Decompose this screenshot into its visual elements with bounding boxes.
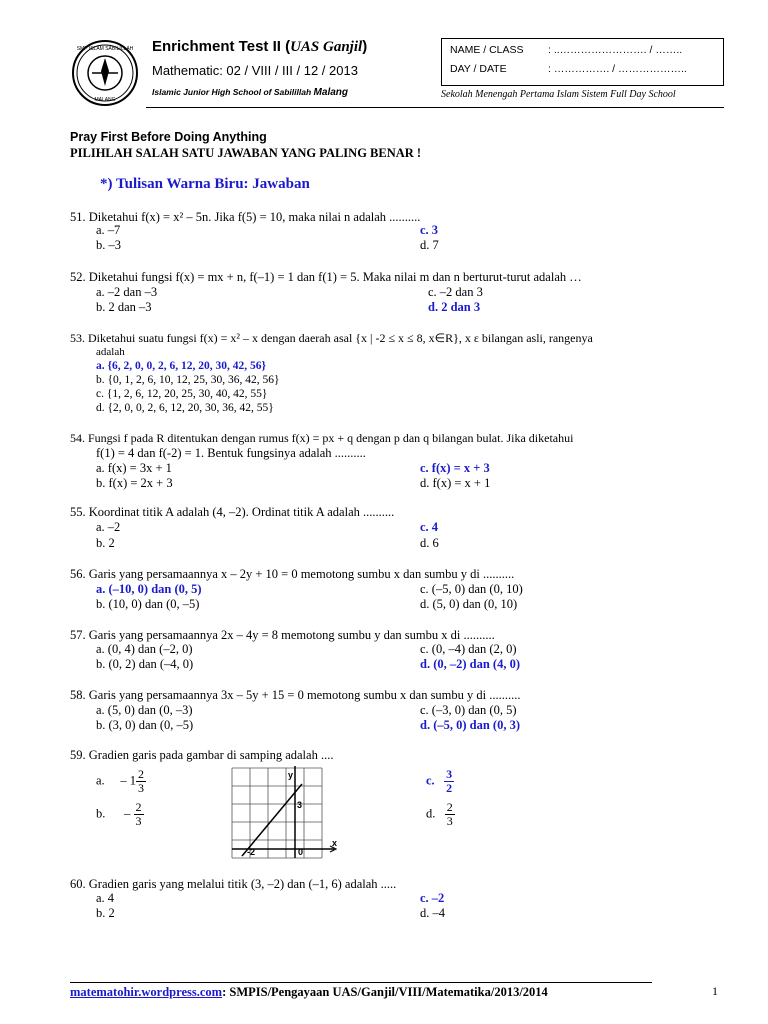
q59-option-d[interactable]: d. $\frac{2}{3}$ bbox=[426, 800, 453, 828]
q52-option-b[interactable]: b. 2 dan –3 bbox=[96, 300, 152, 314]
q58-option-b[interactable]: b. (3, 0) dan (0, –5) bbox=[96, 718, 194, 732]
q54-option-c-answer[interactable]: c. f(x) = x + 3 bbox=[420, 461, 490, 475]
x-axis-label: x bbox=[332, 838, 338, 848]
test-title: Enrichment Test II (UAS Ganjil) bbox=[152, 38, 368, 55]
pray-instruction: Pray First Before Doing Anything bbox=[70, 130, 267, 144]
q52-option-d-answer[interactable]: d. 2 dan 3 bbox=[428, 300, 481, 314]
header-divider bbox=[146, 107, 724, 108]
q58-option-a[interactable]: a. (5, 0) dan (0, –3) bbox=[96, 703, 193, 717]
q57-option-a[interactable]: a. (0, 4) dan (–2, 0) bbox=[96, 642, 193, 656]
y-axis-label: y bbox=[288, 770, 294, 780]
q60-option-c-answer[interactable]: c. –2 bbox=[420, 891, 445, 905]
q51-option-c-answer[interactable]: c. 3 bbox=[420, 223, 439, 237]
q51-option-a[interactable]: a. –7 bbox=[96, 223, 121, 237]
q56-option-a-answer[interactable]: a. (–10, 0) dan (0, 5) bbox=[96, 582, 202, 596]
question-54-cont: f(1) = 4 dan f(-2) = 1. Bentuk fungsinya adalah .......... bbox=[96, 446, 366, 460]
q59-option-c-answer[interactable]: c. $\frac{3}{2}$ bbox=[426, 767, 453, 795]
student-info-box bbox=[441, 38, 724, 86]
q56-option-d[interactable]: d. (5, 0) dan (0, 10) bbox=[420, 597, 518, 611]
school-tagline: Sekolah Menengah Pertama Islam Sistem Full Day School bbox=[441, 89, 676, 100]
school-line: Islamic Junior High School of Sabilillah Malang bbox=[152, 87, 348, 98]
q55-option-a[interactable]: a. –2 bbox=[96, 520, 121, 534]
q58-option-d-answer[interactable]: d. (–5, 0) dan (0, 3) bbox=[420, 718, 521, 732]
logo-text-top: SMP ISLAM SABILILLAH bbox=[76, 46, 134, 52]
q56-option-b[interactable]: b. (10, 0) dan (0, –5) bbox=[96, 597, 200, 611]
answer-key-note: *) Tulisan Warna Biru: Jawaban bbox=[100, 176, 310, 192]
q59-option-a[interactable]: a. – 1 $\frac{2}{3}$ bbox=[96, 767, 144, 795]
question-55: 55. Koordinat titik A adalah (4, –2). Ordinat titik A adalah .......... bbox=[70, 505, 395, 519]
q55-option-b[interactable]: b. 2 bbox=[96, 536, 115, 550]
question-53-cont: adalah bbox=[96, 346, 125, 358]
footer-link[interactable]: matematohir.wordpress.com bbox=[70, 985, 223, 999]
footer-path: : SMPIS/Pengayaan UAS/Ganjil/VIII/Matematika/2013/2014 bbox=[222, 985, 548, 999]
subject-line: Mathematic: 02 / VIII / III / 12 / 2013 bbox=[152, 63, 358, 78]
day-date-label: DAY / DATE bbox=[450, 63, 507, 75]
q60-option-b[interactable]: b. 2 bbox=[96, 906, 115, 920]
footer bbox=[70, 985, 548, 1000]
q51-option-b[interactable]: b. –3 bbox=[96, 238, 121, 252]
choose-instruction: PILIHLAH SALAH SATU JAWABAN YANG PALING BENAR ! bbox=[70, 146, 422, 160]
q55-option-d[interactable]: d. 6 bbox=[420, 536, 439, 550]
question-58: 58. Garis yang persamaannya 3x – 5y + 15 = 0 memotong sumbu x dan sumbu y di .......... bbox=[70, 688, 521, 702]
x-intercept-label: -2 bbox=[247, 847, 256, 857]
page-number: 1 bbox=[712, 984, 718, 998]
q54-option-a[interactable]: a. f(x) = 3x + 1 bbox=[96, 461, 172, 475]
y-intercept-label: 3 bbox=[297, 800, 303, 810]
question-53: 53. Diketahui suatu fungsi f(x) = x² – x dengan daerah asal {x | -2 ≤ x ≤ 8, x∈R}, x ε bilangan asli, rangenya bbox=[70, 331, 593, 345]
q60-option-a[interactable]: a. 4 bbox=[96, 891, 115, 905]
q54-option-b[interactable]: b. f(x) = 2x + 3 bbox=[96, 476, 173, 490]
q59-option-b[interactable]: b. – $\frac{2}{3}$ bbox=[96, 800, 142, 828]
q52-option-a[interactable]: a. –2 dan –3 bbox=[96, 285, 158, 299]
name-class-label: NAME / CLASS bbox=[450, 44, 524, 56]
q54-option-d[interactable]: d. f(x) = x + 1 bbox=[420, 476, 491, 490]
question-59: 59. Gradien garis pada gambar di samping adalah .... bbox=[70, 748, 334, 762]
q57-option-d-answer[interactable]: d. (0, –2) dan (4, 0) bbox=[420, 657, 521, 671]
q51-option-d[interactable]: d. 7 bbox=[420, 238, 439, 252]
q58-option-c[interactable]: c. (–3, 0) dan (0, 5) bbox=[420, 703, 517, 717]
q53-option-c[interactable]: c. {1, 2, 6, 12, 20, 25, 30, 40, 42, 55} bbox=[96, 388, 268, 400]
q53-option-b[interactable]: b. {0, 1, 2, 6, 10, 12, 25, 30, 36, 42, 56} bbox=[96, 374, 280, 386]
q57-option-c[interactable]: c. (0, –4) dan (2, 0) bbox=[420, 642, 517, 656]
q56-option-c[interactable]: c. (–5, 0) dan (0, 10) bbox=[420, 582, 523, 596]
q53-option-a-answer[interactable]: a. {6, 2, 0, 0, 2, 6, 12, 20, 30, 42, 56} bbox=[96, 360, 267, 372]
name-class-field[interactable]: : ..……………………. / …….. bbox=[548, 44, 683, 56]
q57-option-b[interactable]: b. (0, 2) dan (–4, 0) bbox=[96, 657, 194, 671]
question-60: 60. Gradien garis yang melalui titik (3, –2) dan (–1, 6) adalah ..... bbox=[70, 877, 397, 891]
q55-option-c-answer[interactable]: c. 4 bbox=[420, 520, 439, 534]
question-52: 52. Diketahui fungsi f(x) = mx + n, f(–1) = 1 dan f(1) = 5. Maka nilai m dan n berturut-turut adalah … bbox=[70, 270, 582, 284]
question-56: 56. Garis yang persamaannya x – 2y + 10 = 0 memotong sumbu x dan sumbu y di .......... bbox=[70, 567, 515, 581]
q59-graph bbox=[226, 764, 342, 860]
question-57: 57. Garis yang persamaannya 2x – 4y = 8 memotong sumbu y dan sumbu x di .......... bbox=[70, 628, 495, 642]
origin-label: 0 bbox=[298, 847, 304, 857]
logo-text-bottom: MALANG bbox=[94, 97, 116, 103]
day-date-field[interactable]: : ……………. / ……………….. bbox=[548, 63, 687, 75]
school-logo bbox=[66, 38, 144, 108]
graph-line bbox=[242, 784, 302, 856]
question-51: 51. Diketahui f(x) = x² – 5n. Jika f(5) = 10, maka nilai n adalah .......... bbox=[70, 210, 421, 224]
q60-option-d[interactable]: d. –4 bbox=[420, 906, 445, 920]
footer-divider bbox=[70, 982, 652, 983]
q53-option-d[interactable]: d. {2, 0, 0, 2, 6, 12, 20, 30, 36, 42, 55} bbox=[96, 402, 274, 414]
question-54: 54. Fungsi f pada R ditentukan dengan rumus f(x) = px + q dengan p dan q bilangan bulat. Jika diketahui bbox=[70, 431, 574, 445]
q52-option-c[interactable]: c. –2 dan 3 bbox=[428, 285, 483, 299]
